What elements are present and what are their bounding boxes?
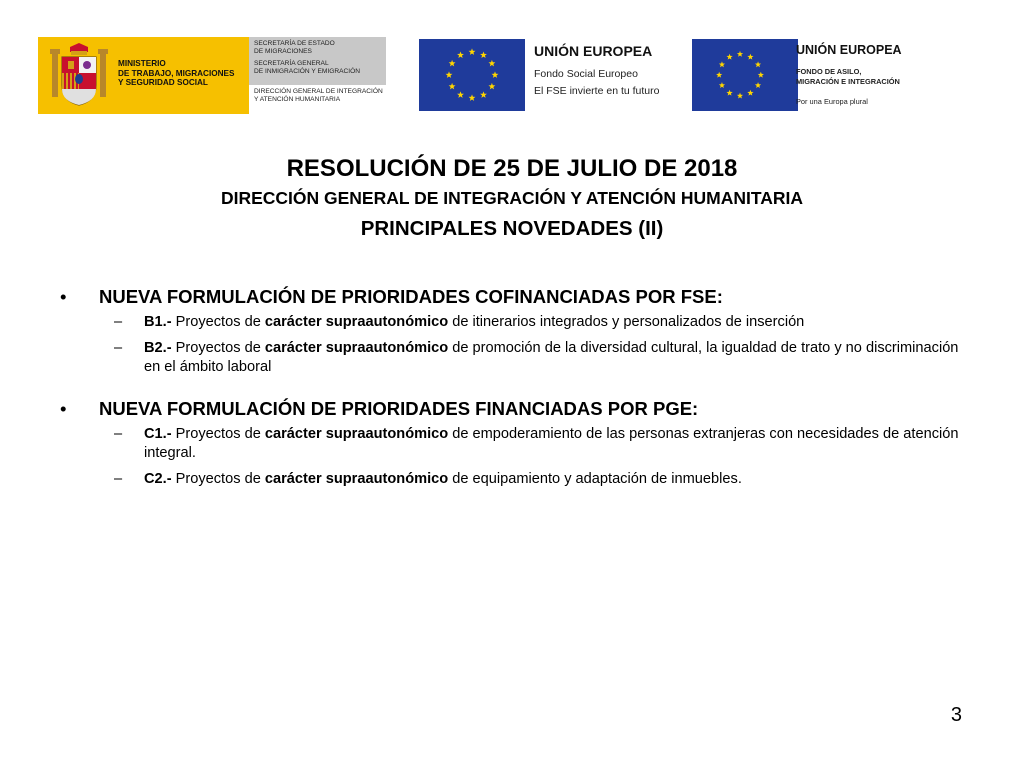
eu-star-icon	[457, 91, 464, 98]
eu-flag-icon	[419, 39, 525, 111]
bullet-icon: •	[60, 286, 67, 307]
eu-star-icon	[719, 61, 725, 67]
eu-star-icon	[726, 54, 732, 60]
dash-icon: –	[114, 425, 123, 442]
eu-fami-line1: FONDO DE ASILO,	[796, 67, 862, 76]
item-text-post: de equipamiento y adaptación de inmuebles.	[448, 470, 742, 487]
sub-list	[56, 425, 976, 490]
eu-star-icon	[747, 54, 753, 60]
dash-icon: –	[114, 314, 123, 330]
item-code: B1.-	[144, 314, 172, 330]
item-text-bold: carácter supraautonómico	[264, 470, 449, 487]
eu-star-icon	[480, 51, 487, 58]
eu-star-icon	[726, 90, 732, 96]
list-item	[56, 425, 976, 464]
priority-section-fse	[56, 284, 976, 378]
eu-star-icon	[719, 82, 725, 88]
item-code: C2.-	[144, 470, 172, 487]
eu-star-icon	[747, 90, 753, 96]
item-text-pre: Proyectos de	[171, 339, 265, 356]
eu-fse-line1: Fondo Social Europeo	[534, 68, 638, 80]
item-text-post: de empoderamiento de las personas extranjeras con necesidades de atención integral.	[144, 425, 959, 461]
ministry-yellow-panel	[38, 37, 249, 114]
eu-fami-line3: Por una Europa plural	[796, 97, 868, 106]
ministry-logo	[38, 37, 386, 114]
eu-star-icon	[457, 51, 464, 58]
eu-star-icon	[755, 61, 761, 67]
eu-star-icon	[446, 71, 453, 78]
eu-star-icon	[449, 60, 456, 67]
eu-star-icon	[492, 71, 499, 78]
bullet-icon: •	[60, 397, 67, 419]
eu-star-icon	[758, 72, 764, 78]
item-code: C1.-	[144, 425, 172, 442]
eu-star-icon	[449, 83, 456, 90]
dash-icon: –	[114, 339, 123, 356]
eu-fami-logo	[692, 39, 912, 111]
list-item	[56, 339, 976, 378]
section-heading-text: NUEVA FORMULACIÓN DE PRIORIDADES COFINANCIADAS POR FSE:	[99, 286, 723, 307]
item-text-bold: carácter supraautonómico	[264, 425, 449, 442]
eu-star-icon	[469, 48, 476, 55]
item-text-post: de promoción de la diversidad cultural, la igualdad de trato y no discriminación en el ámbito laboral	[144, 339, 959, 375]
dash-icon: –	[114, 470, 123, 487]
item-text-post: de itinerarios integrados y personalizados de inserción	[448, 314, 805, 330]
list-item	[56, 313, 976, 333]
section-heading	[56, 284, 976, 310]
page-subtitle: DIRECCIÓN GENERAL DE INTEGRACIÓN Y ATENCIÓN HUMANITARIA	[220, 188, 804, 208]
secretaria-estado: SECRETARÍA DE ESTADO DE MIGRACIONES	[254, 40, 335, 55]
eu-star-icon	[755, 82, 761, 88]
direccion-general: DIRECCIÓN GENERAL DE INTEGRACIÓN Y ATENCIÓN HUMANITARIA	[254, 88, 383, 103]
secretaria-panel	[249, 37, 386, 85]
eu-stars-icon	[419, 39, 525, 111]
eu-star-icon	[716, 72, 722, 78]
eu-star-icon	[737, 51, 743, 57]
section-heading	[56, 396, 976, 422]
secretaria-general: SECRETARÍA GENERAL DE INMIGRACIÓN Y EMIGRACIÓN	[254, 60, 361, 75]
eu-fami-line2: MIGRACIÓN E INTEGRACIÓN	[796, 77, 900, 86]
eu-fami-title: UNIÓN EUROPEA	[796, 43, 902, 57]
eu-stars-icon	[692, 39, 788, 111]
eu-flag-icon	[692, 39, 798, 111]
eu-star-icon	[488, 60, 495, 67]
sub-list	[56, 313, 976, 378]
title-block	[0, 152, 1024, 244]
eu-star-icon	[488, 83, 495, 90]
spain-coat-of-arms-icon	[48, 43, 110, 109]
eu-fse-title: UNIÓN EUROPEA	[534, 43, 653, 59]
eu-star-icon	[480, 91, 487, 98]
item-text-bold: carácter supraautonómico	[264, 314, 449, 330]
content-area	[56, 284, 976, 507]
eu-star-icon	[469, 94, 476, 101]
eu-star-icon	[737, 93, 743, 99]
item-text-pre: Proyectos de	[171, 425, 265, 442]
list-item	[56, 470, 976, 490]
priority-section-pge	[56, 396, 976, 490]
ministry-name: MINISTERIO DE TRABAJO, MIGRACIONES Y SEGURIDAD SOCIAL	[118, 59, 235, 88]
page-title: RESOLUCIÓN DE 25 DE JULIO DE 2018	[286, 155, 738, 182]
item-text-bold: carácter supraautonómico	[264, 339, 449, 356]
item-code: B2.-	[144, 339, 172, 356]
section-heading-text: NUEVA FORMULACIÓN DE PRIORIDADES FINANCIADAS POR PGE:	[99, 397, 699, 419]
eu-fse-logo	[419, 39, 665, 111]
item-text-pre: Proyectos de	[171, 314, 265, 330]
page-number: 3	[950, 704, 962, 726]
item-text-pre: Proyectos de	[171, 470, 265, 487]
section-title: PRINCIPALES NOVEDADES (II)	[360, 217, 664, 240]
eu-fse-line2: El FSE invierte en tu futuro	[534, 85, 660, 97]
